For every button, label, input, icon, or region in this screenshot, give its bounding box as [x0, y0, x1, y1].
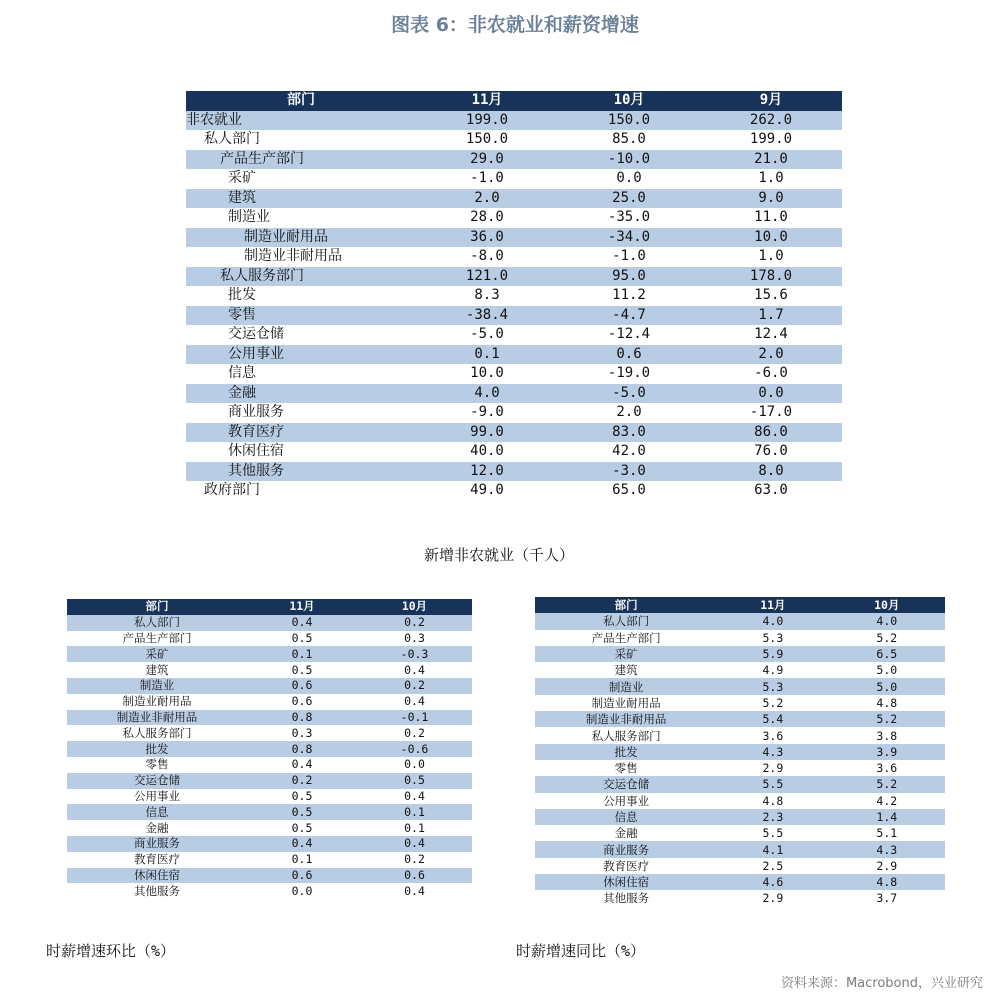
value-cell: 8.3 — [474, 287, 500, 304]
hourly-wage-mom-table — [67, 599, 472, 899]
table-row — [186, 130, 842, 150]
table-row — [535, 630, 945, 646]
value-cell: 0.8 — [247, 741, 357, 757]
value-cell: 9.0 — [700, 189, 842, 209]
value-cell: 11.2 — [612, 287, 646, 304]
value-cell: 5.4 — [717, 711, 828, 727]
value-cell: 0.1 — [247, 646, 357, 662]
value-cell: 4.2 — [876, 793, 898, 808]
table-row — [186, 189, 842, 209]
row-label: 批发 — [67, 741, 247, 757]
row-label: 私人服务部门 — [122, 725, 192, 740]
table-row — [535, 695, 945, 711]
row-label: 私人服务部门 — [186, 267, 416, 287]
value-cell: 4.0 — [829, 613, 945, 629]
table-row — [67, 757, 472, 773]
value-cell: 1.7 — [700, 306, 842, 326]
value-cell: 3.6 — [762, 728, 784, 743]
row-label: 非农就业 — [186, 111, 416, 131]
table-row — [535, 793, 945, 809]
table-row — [535, 890, 945, 906]
row-label: 公用事业 — [134, 788, 180, 803]
row-label: 制造业非耐用品 — [535, 711, 717, 727]
table-row — [186, 267, 842, 287]
column-header-sector: 部门 — [535, 597, 717, 613]
column-header-nov: 11月 — [717, 597, 828, 613]
value-cell: 1.0 — [758, 170, 784, 187]
row-label: 建筑 — [186, 189, 416, 209]
table-row — [67, 710, 472, 726]
row-label: 采矿 — [535, 646, 717, 662]
value-cell: 8.0 — [700, 462, 842, 482]
table-row — [186, 286, 842, 306]
value-cell: -9.0 — [470, 404, 504, 421]
value-cell: 36.0 — [416, 228, 558, 248]
row-label: 休闲住宿 — [535, 874, 717, 890]
value-cell: 5.0 — [876, 663, 898, 678]
row-label: 金融 — [186, 384, 416, 404]
value-cell: 15.6 — [754, 287, 788, 304]
column-header-nov: 11月 — [416, 91, 558, 111]
hourly-wage-yoy-table — [535, 597, 945, 907]
row-label: 建筑 — [145, 662, 169, 677]
table-row — [67, 773, 472, 789]
row-label: 教育医疗 — [186, 423, 416, 443]
value-cell: 49.0 — [470, 482, 504, 499]
value-cell: 2.0 — [700, 345, 842, 365]
row-label: 制造业非耐用品 — [67, 710, 247, 726]
value-cell: 0.4 — [404, 883, 425, 898]
table-row — [535, 662, 945, 678]
table-row — [67, 836, 472, 852]
value-cell: 4.3 — [829, 841, 945, 857]
value-cell: 2.0 — [416, 189, 558, 209]
table-row — [535, 711, 945, 727]
value-cell: 3.7 — [876, 891, 898, 906]
value-cell: 2.9 — [876, 858, 898, 873]
value-cell: -19.0 — [607, 365, 651, 382]
value-cell: 29.0 — [416, 150, 558, 170]
table-row — [186, 403, 842, 423]
row-label: 其他服务 — [134, 883, 180, 898]
value-cell: 0.1 — [291, 852, 313, 867]
table-row — [186, 228, 842, 248]
row-label: 商业服务 — [228, 404, 284, 421]
table-row — [186, 150, 842, 170]
value-cell: 0.6 — [357, 868, 472, 884]
row-label: 商业服务 — [67, 836, 247, 852]
column-header-sector: 部门 — [67, 599, 247, 615]
value-cell: 199.0 — [416, 111, 558, 131]
value-cell: 178.0 — [700, 267, 842, 287]
value-cell: 3.6 — [876, 761, 898, 776]
value-cell: -0.1 — [357, 710, 472, 726]
value-cell: 4.8 — [762, 793, 784, 808]
value-cell: 0.1 — [357, 804, 472, 820]
table-row — [186, 169, 842, 189]
row-label: 产品生产部门 — [122, 630, 192, 645]
column-header-oct: 10月 — [829, 597, 945, 613]
value-cell: 0.3 — [291, 725, 313, 740]
table-row — [186, 481, 842, 501]
value-cell: 150.0 — [558, 111, 700, 131]
value-cell: 4.9 — [762, 663, 784, 678]
row-label: 制造业 — [67, 678, 247, 694]
value-cell: 262.0 — [700, 111, 842, 131]
value-cell: 5.3 — [762, 630, 784, 645]
table-row — [535, 760, 945, 776]
value-cell: 0.1 — [404, 820, 425, 835]
value-cell: 1.4 — [829, 809, 945, 825]
row-label: 制造业非耐用品 — [244, 248, 342, 265]
row-label: 制造业耐用品 — [186, 228, 416, 248]
column-header-oct: 10月 — [357, 599, 472, 615]
row-label: 制造业 — [228, 209, 270, 226]
table-row — [67, 694, 472, 710]
table-row — [186, 306, 842, 326]
value-cell: 5.2 — [829, 776, 945, 792]
value-cell: -38.4 — [416, 306, 558, 326]
row-label: 休闲住宿 — [67, 868, 247, 884]
table-row — [535, 744, 945, 760]
value-cell: 0.4 — [247, 615, 357, 631]
table-row — [67, 804, 472, 820]
value-cell: 5.3 — [717, 678, 828, 694]
value-cell: 4.0 — [717, 613, 828, 629]
value-cell: 11.0 — [754, 209, 788, 226]
row-label: 金融 — [614, 826, 638, 841]
value-cell: 12.4 — [754, 326, 788, 343]
table-row — [535, 646, 945, 662]
value-cell: 10.0 — [470, 365, 504, 382]
value-cell: 0.2 — [404, 725, 425, 740]
row-label: 交运仓储 — [228, 326, 284, 343]
row-label: 交运仓储 — [67, 773, 247, 789]
value-cell: -5.0 — [558, 384, 700, 404]
value-cell: -12.4 — [607, 326, 651, 343]
value-cell: 83.0 — [558, 423, 700, 443]
row-label: 教育医疗 — [603, 858, 650, 873]
row-label: 私人部门 — [204, 131, 260, 148]
table-header-row — [67, 599, 472, 615]
column-header-sep: 9月 — [700, 91, 842, 111]
value-cell: 1.0 — [758, 248, 784, 265]
value-cell: 76.0 — [754, 443, 788, 460]
value-cell: 2.9 — [762, 761, 784, 776]
row-label: 制造业 — [535, 678, 717, 694]
value-cell: 0.4 — [404, 662, 425, 677]
table-row — [67, 741, 472, 757]
value-cell: 150.0 — [465, 131, 509, 148]
nonfarm-payrolls-table — [186, 91, 842, 501]
table-row — [535, 841, 945, 857]
value-cell: 0.6 — [247, 868, 357, 884]
value-cell: -10.0 — [558, 150, 700, 170]
value-cell: 0.6 — [291, 694, 313, 709]
table-row — [186, 111, 842, 131]
value-cell: 12.0 — [416, 462, 558, 482]
value-cell: 0.5 — [291, 820, 313, 835]
table-row — [535, 776, 945, 792]
table-row — [67, 678, 472, 694]
value-cell: 5.1 — [876, 826, 898, 841]
value-cell: 0.5 — [247, 804, 357, 820]
value-cell: 0.0 — [291, 883, 313, 898]
value-cell: -17.0 — [749, 404, 793, 421]
table-row — [186, 423, 842, 443]
row-label: 采矿 — [67, 646, 247, 662]
table-row — [186, 325, 842, 345]
value-cell: 42.0 — [612, 443, 646, 460]
value-cell: 0.4 — [291, 757, 313, 772]
column-header-nov: 11月 — [247, 599, 357, 615]
value-cell: 4.6 — [717, 874, 828, 890]
row-label: 零售 — [614, 761, 638, 776]
row-label: 建筑 — [614, 663, 638, 678]
row-label: 公用事业 — [603, 793, 650, 808]
value-cell: 0.5 — [291, 630, 313, 645]
value-cell: -1.0 — [470, 170, 504, 187]
row-label: 制造业耐用品 — [122, 694, 192, 709]
value-cell: 85.0 — [612, 131, 646, 148]
value-cell: 99.0 — [416, 423, 558, 443]
table-row — [186, 247, 842, 267]
value-cell: 0.0 — [616, 170, 642, 187]
value-cell: 4.0 — [416, 384, 558, 404]
row-label: 私人部门 — [67, 615, 247, 631]
main-table-caption: 新增非农就业（千人） — [424, 546, 575, 564]
value-cell: 0.4 — [404, 788, 425, 803]
figure-title: 图表 6：非农就业和薪资增速 — [391, 14, 639, 36]
table-row — [535, 858, 945, 874]
table-row — [67, 662, 472, 678]
value-cell: 4.1 — [717, 841, 828, 857]
table-row — [67, 725, 472, 741]
value-cell: 0.2 — [357, 615, 472, 631]
row-label: 采矿 — [228, 170, 256, 187]
table-header-row — [186, 91, 842, 111]
value-cell: 0.6 — [247, 678, 357, 694]
value-cell: 2.9 — [762, 891, 784, 906]
value-cell: 4.8 — [876, 695, 898, 710]
value-cell: -1.0 — [612, 248, 646, 265]
value-cell: 63.0 — [754, 482, 788, 499]
value-cell: -3.0 — [558, 462, 700, 482]
row-label: 信息 — [228, 365, 256, 382]
row-label: 其他服务 — [603, 891, 650, 906]
row-label: 交运仓储 — [535, 776, 717, 792]
table-row — [186, 345, 842, 365]
value-cell: 0.1 — [416, 345, 558, 365]
value-cell: -4.7 — [558, 306, 700, 326]
table-row — [67, 615, 472, 631]
mom-table-caption: 时薪增速环比（%） — [46, 942, 176, 960]
value-cell: 0.5 — [291, 662, 313, 677]
value-cell: -0.6 — [357, 741, 472, 757]
row-label: 休闲住宿 — [228, 443, 284, 460]
value-cell: 0.4 — [404, 694, 425, 709]
value-cell: -8.0 — [470, 248, 504, 265]
table-row — [186, 384, 842, 404]
table-row — [67, 852, 472, 868]
column-header-sector: 部门 — [186, 91, 416, 111]
table-row — [67, 789, 472, 805]
value-cell: 4.8 — [829, 874, 945, 890]
table-row — [186, 364, 842, 384]
table-row — [67, 646, 472, 662]
value-cell: 5.0 — [829, 678, 945, 694]
table-row — [186, 208, 842, 228]
value-cell: -6.0 — [754, 365, 788, 382]
table-row — [67, 868, 472, 884]
row-label: 批发 — [228, 287, 256, 304]
value-cell: 121.0 — [416, 267, 558, 287]
row-label: 零售 — [145, 757, 169, 772]
value-cell: 5.2 — [762, 695, 784, 710]
row-label: 商业服务 — [535, 841, 717, 857]
row-label: 政府部门 — [204, 482, 260, 499]
value-cell: -0.3 — [357, 646, 472, 662]
row-label: 私人部门 — [535, 613, 717, 629]
value-cell: 86.0 — [700, 423, 842, 443]
row-label: 批发 — [535, 744, 717, 760]
value-cell: 65.0 — [612, 482, 646, 499]
value-cell: 5.2 — [876, 630, 898, 645]
value-cell: 95.0 — [558, 267, 700, 287]
value-cell: -35.0 — [607, 209, 651, 226]
table-row — [535, 825, 945, 841]
value-cell: 3.9 — [829, 744, 945, 760]
value-cell: 40.0 — [470, 443, 504, 460]
table-row — [535, 874, 945, 890]
value-cell: 10.0 — [700, 228, 842, 248]
row-label: 教育医疗 — [134, 852, 180, 867]
value-cell: 0.4 — [247, 836, 357, 852]
row-label: 制造业耐用品 — [591, 695, 661, 710]
value-cell: 2.3 — [717, 809, 828, 825]
row-label: 零售 — [186, 306, 416, 326]
row-label: 信息 — [67, 804, 247, 820]
value-cell: 6.5 — [829, 646, 945, 662]
table-row — [535, 727, 945, 743]
value-cell: 0.0 — [404, 757, 425, 772]
value-cell: 0.3 — [404, 630, 425, 645]
value-cell: 0.0 — [700, 384, 842, 404]
yoy-table-caption: 时薪增速同比（%） — [516, 942, 646, 960]
row-label: 公用事业 — [186, 345, 416, 365]
row-label: 其他服务 — [186, 462, 416, 482]
table-header-row — [535, 597, 945, 613]
source-note: 资料来源：Macrobond，兴业研究 — [780, 976, 983, 991]
table-row — [186, 462, 842, 482]
value-cell: 5.5 — [717, 776, 828, 792]
value-cell: 21.0 — [700, 150, 842, 170]
value-cell: 0.2 — [404, 852, 425, 867]
table-row — [535, 678, 945, 694]
value-cell: 5.9 — [717, 646, 828, 662]
value-cell: 0.5 — [357, 773, 472, 789]
table-row — [535, 809, 945, 825]
value-cell: 2.5 — [762, 858, 784, 873]
value-cell: -34.0 — [558, 228, 700, 248]
value-cell: 25.0 — [558, 189, 700, 209]
value-cell: 0.8 — [247, 710, 357, 726]
value-cell: -5.0 — [470, 326, 504, 343]
table-row — [67, 820, 472, 836]
column-header-oct: 10月 — [558, 91, 700, 111]
row-label: 产品生产部门 — [186, 150, 416, 170]
value-cell: 0.2 — [357, 678, 472, 694]
value-cell: 5.5 — [762, 826, 784, 841]
value-cell: 3.8 — [876, 728, 898, 743]
value-cell: 0.4 — [357, 836, 472, 852]
value-cell: 2.0 — [616, 404, 642, 421]
value-cell: 0.6 — [558, 345, 700, 365]
value-cell: 199.0 — [749, 131, 793, 148]
row-label: 信息 — [535, 809, 717, 825]
row-label: 私人服务部门 — [591, 728, 661, 743]
value-cell: 5.2 — [829, 711, 945, 727]
value-cell: 4.3 — [717, 744, 828, 760]
table-row — [186, 442, 842, 462]
value-cell: 28.0 — [470, 209, 504, 226]
table-row — [67, 631, 472, 647]
value-cell: 0.5 — [291, 788, 313, 803]
table-row — [67, 883, 472, 899]
value-cell: 0.2 — [247, 773, 357, 789]
row-label: 产品生产部门 — [591, 630, 661, 645]
table-row — [535, 613, 945, 629]
row-label: 金融 — [145, 820, 169, 835]
